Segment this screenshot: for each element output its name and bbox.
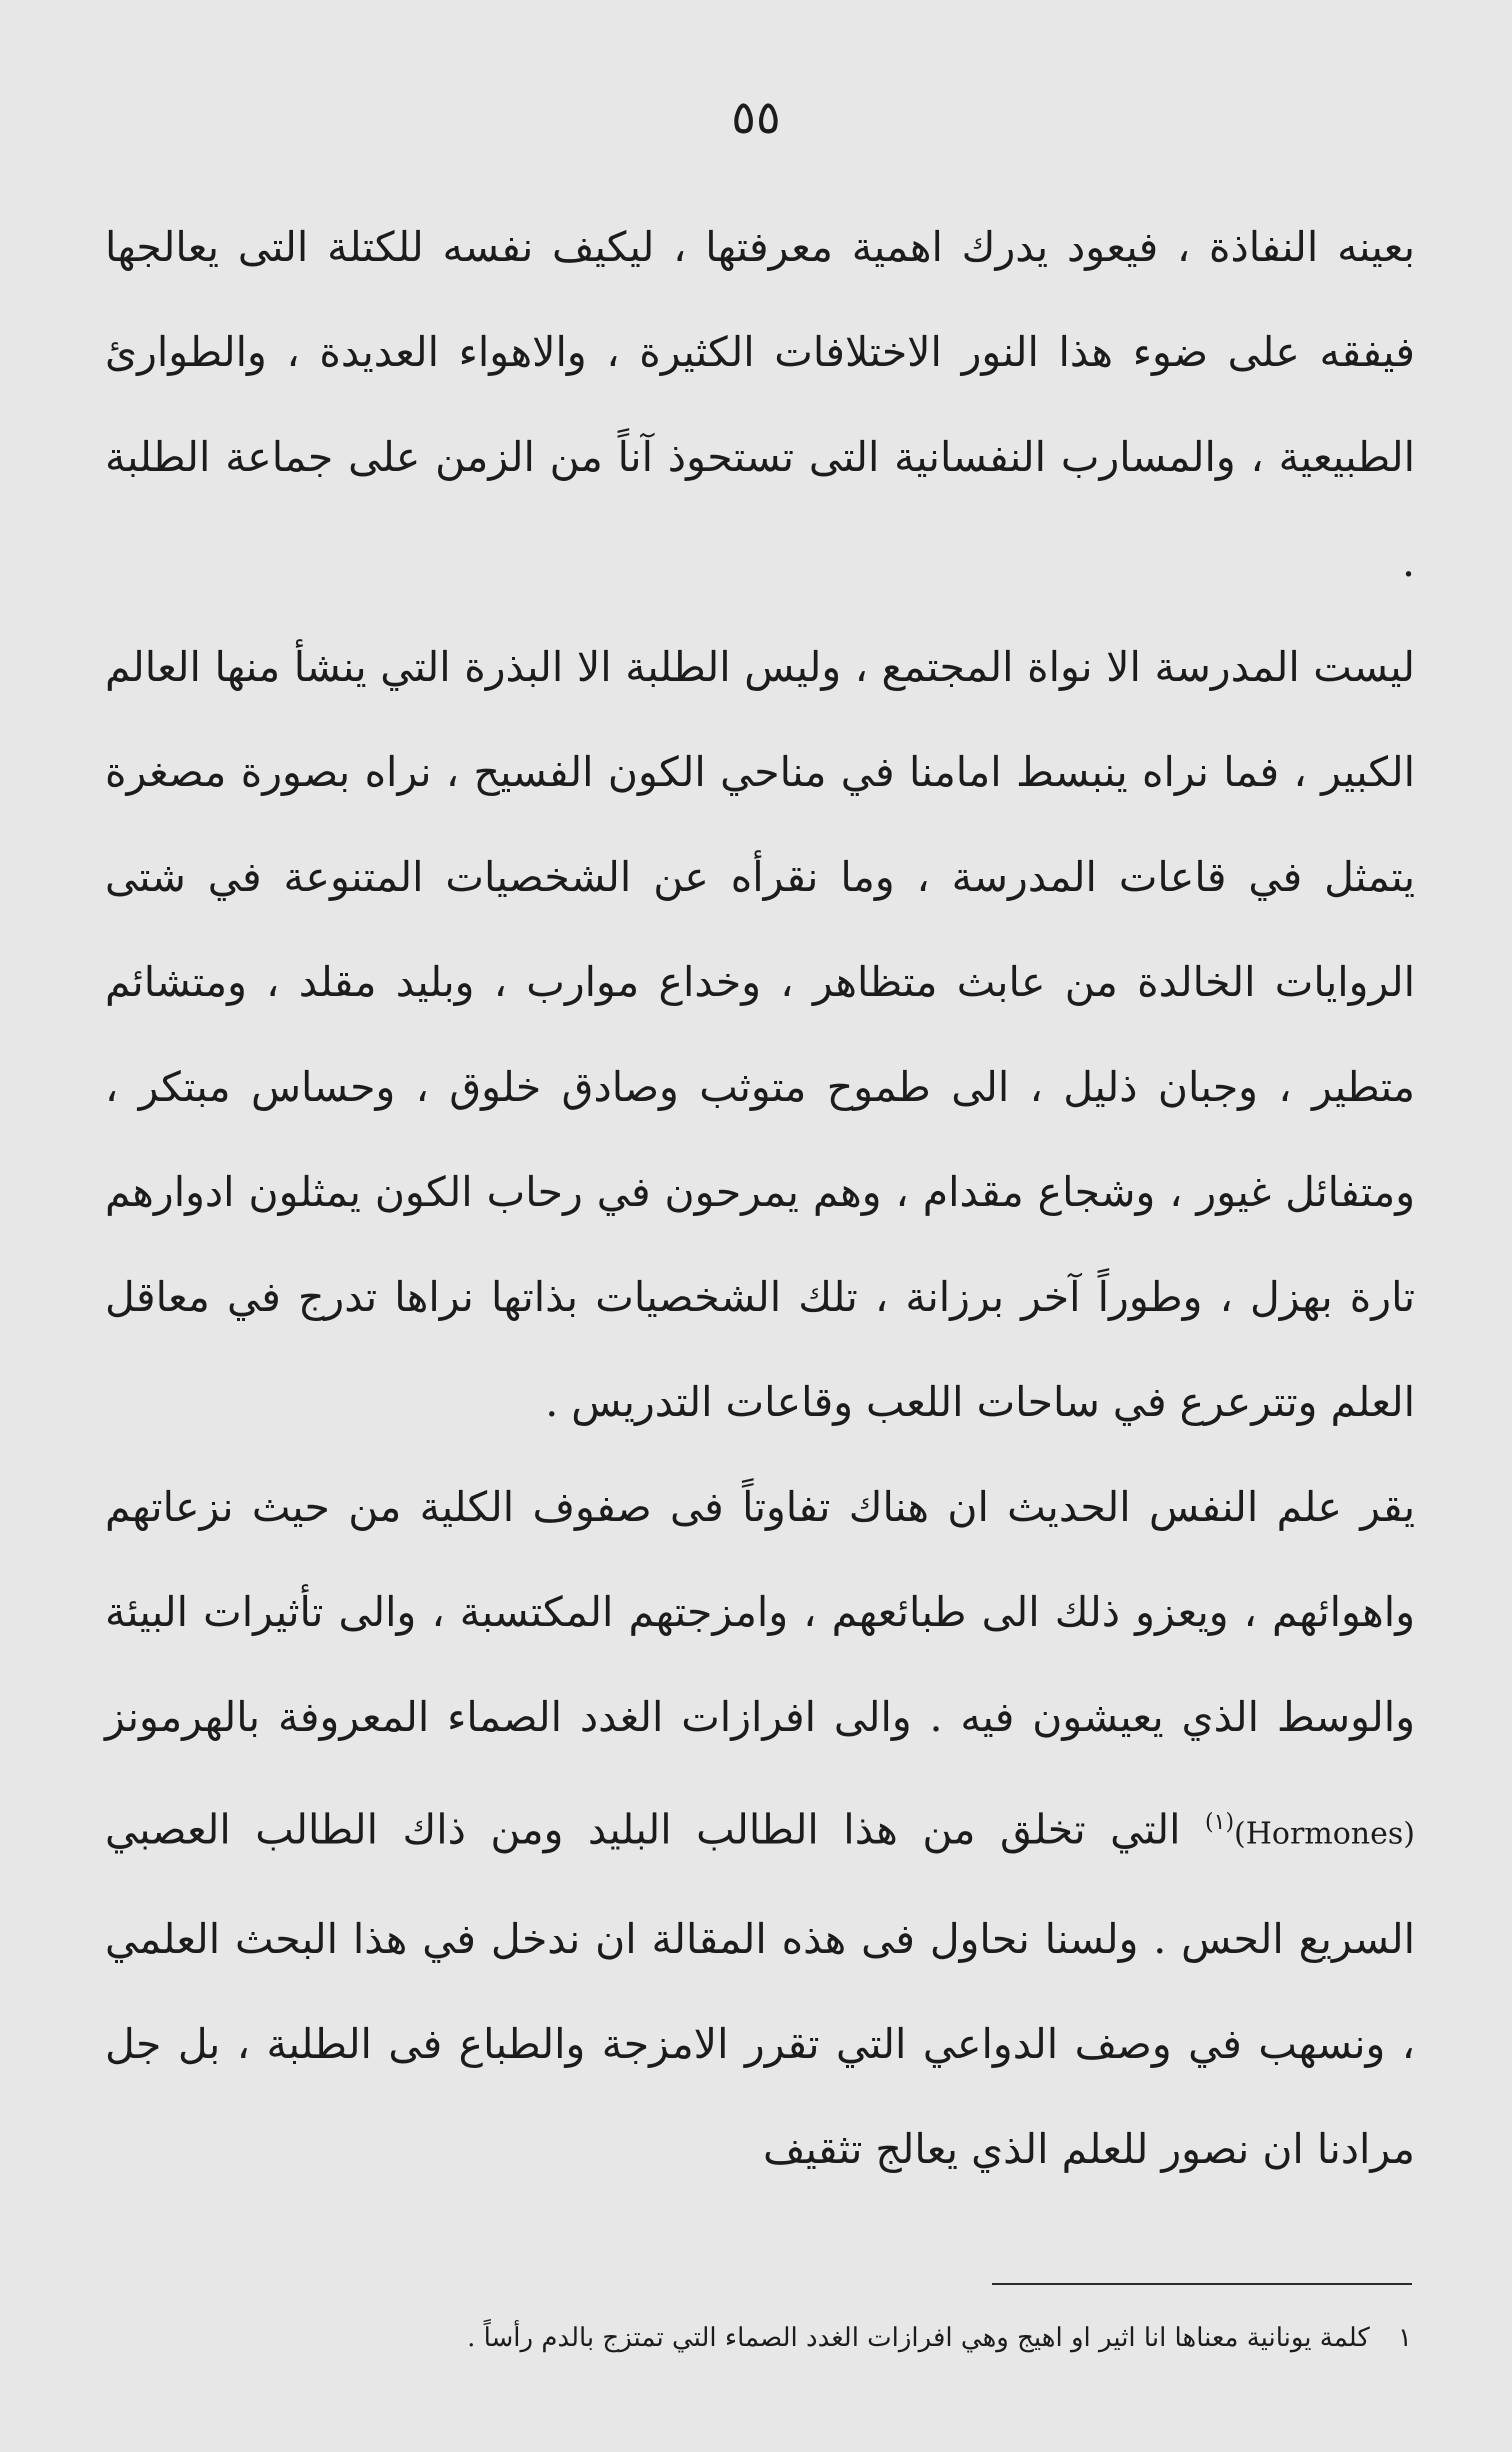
paragraph-3 — [105, 1455, 1415, 2202]
footnote-divider — [992, 2283, 1412, 2285]
footnote — [102, 2318, 1412, 2358]
paragraph-1: بعينه النفاذة ، فيعود يدرك اهمية معرفتها ، ليكيف نفسه للكتلة التى يعالجها فيفقه على ضوء هذا النور الاختلافات الكثيرة ، والاهواء العديدة ، والطوارئ الطبيعية ، والمسارب النفسانية التى تستحوذ آناً من الزمن على جماعة الطلبة . — [105, 223, 1415, 586]
paragraph-3-after: التي تخلق من هذا الطالب البليد ومن ذاك الطالب العصبي السريع الحس . ولسنا نحاول فى هذه المقالة ان ندخل في هذا البحث العلمي ، ونسهب في وصف الدواعي التي تقرر الامزجة والطباع فى الطلبة ، بل جل مرادنا ان نصور للعلم الذي يعالج تثقيف — [105, 1805, 1415, 2173]
footnote-mark: ١ — [1398, 2323, 1412, 2353]
paragraph-2: ليست المدرسة الا نواة المجتمع ، وليس الطلبة الا البذرة التي ينشأ منها العالم الكبير ، فما نراه ينبسط امامنا في مناحي الكون الفسيح ، نراه بصورة مصغرة يتمثل في قاعات المدرسة ، وما نقرأه عن الشخصيات المتنوعة في شتى الروايات الخالدة من عابث متظاهر ، وخداع موارب ، وبليد مقلد ، ومتشائم متطير ، وجبان ذليل ، الى طموح متوثب وصادق خلوق ، وحساس مبتكر ، ومتفائل غيور ، وشجاع مقدام ، وهم يمرحون في رحاب الكون يمثلون ادوارهم تارة بهزل ، وطوراً آخر برزانة ، تلك الشخصيات بذاتها نراها تدرج في معاقل العلم وتترعرع في ساحات اللعب وقاعات التدريس . — [105, 643, 1415, 1426]
latin-term: (Hormones) — [1234, 1816, 1415, 1852]
body-text — [105, 195, 1415, 2202]
footnote-text: كلمة يونانية معناها انا اثير او اهيج وهي افرازات الغدد الصماء التي تمتزج بالدم رأساً . — [467, 2323, 1370, 2353]
footnote-reference: (١) — [1205, 1810, 1235, 1835]
paragraph-3-before: يقر علم النفس الحديث ان هناك تفاوتاً فى صفوف الكلية من حيث نزعاتهم واهوائهم ، ويعزو ذلك الى طبائعهم ، وامزجتهم المكتسبة ، والى تأثيرات البيئة والوسط الذي يعيشون فيه . والى افرازات الغدد الصماء المعروفة بالهرمونز — [105, 1483, 1415, 1741]
page-number: ٥٥ — [731, 90, 781, 144]
